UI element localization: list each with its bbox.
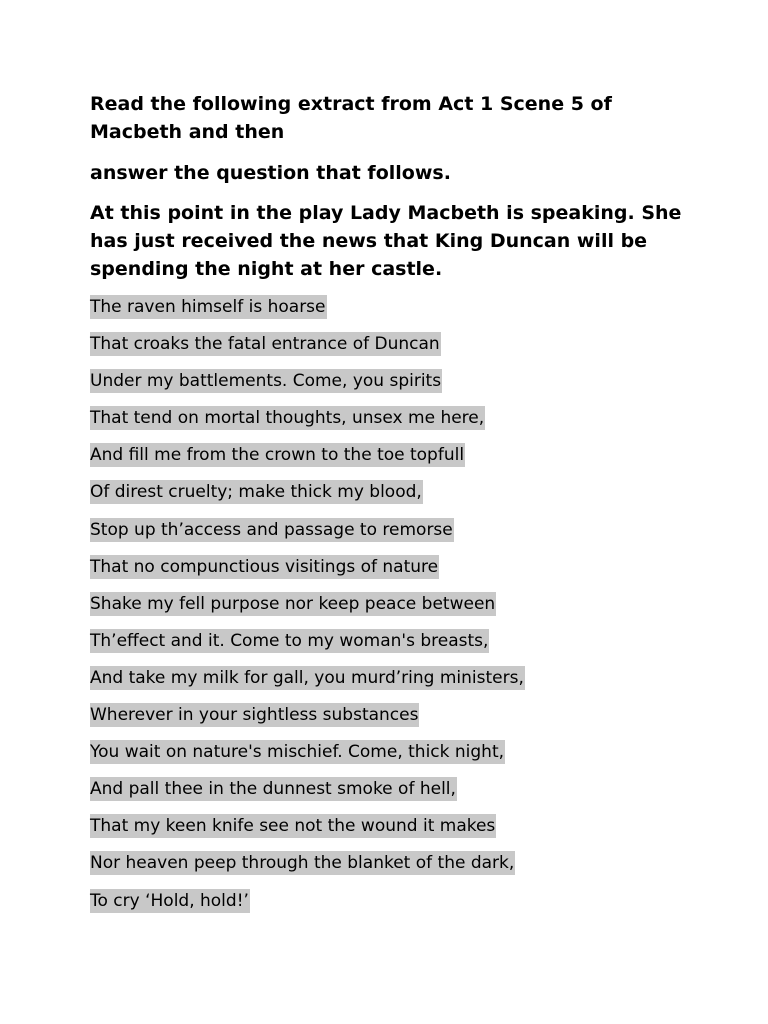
instruction-continuation: answer the question that follows. <box>90 162 451 184</box>
extract-line <box>90 555 525 592</box>
extract-line-text: And fill me from the crown to the toe topfull <box>90 445 465 466</box>
macbeth-extract <box>90 295 525 926</box>
extract-line <box>90 295 525 332</box>
extract-line-text: And take my milk for gall, you murd’ring ministers, <box>90 667 524 688</box>
extract-line <box>90 480 525 517</box>
extract-line-text: That my keen knife see not the wound it makes <box>90 816 496 837</box>
extract-line-text: You wait on nature's mischief. Come, thick night, <box>90 742 505 763</box>
extract-line-text: Under my battlements. Come, you spirits <box>90 371 442 392</box>
extract-line-text: Nor heaven peep through the blanket of the dark, <box>90 853 515 874</box>
extract-line-text: And pall thee in the dunnest smoke of hell, <box>90 779 456 800</box>
extract-line-text: That croaks the fatal entrance of Duncan <box>90 334 440 355</box>
extract-line <box>90 666 525 703</box>
extract-line-text: The raven himself is hoarse <box>90 297 326 317</box>
extract-line-text: Of direst cruelty; make thick my blood, <box>90 482 422 503</box>
extract-line-text: Stop up th’access and passage to remorse <box>90 519 453 540</box>
extract-line-text: That no compunctious visitings of nature <box>90 556 439 577</box>
extract-line <box>90 369 525 406</box>
extract-line <box>90 518 525 555</box>
extract-line <box>90 406 525 443</box>
extract-line <box>90 332 525 369</box>
extract-line <box>90 703 525 740</box>
extract-line-text: Th’effect and it. Come to my woman's breasts, <box>90 630 489 651</box>
extract-line <box>90 889 525 926</box>
extract-line-text: Shake my fell purpose nor keep peace between <box>90 593 496 614</box>
context-paragraph: At this point in the play Lady Macbeth is speaking. She has just received the news that King Duncan will be spending the night at her castle. <box>90 202 682 280</box>
extract-line-text: That tend on mortal thoughts, unsex me here, <box>90 408 485 429</box>
instruction-heading: Read the following extract from Act 1 Scene 5 of Macbeth and then <box>90 93 612 143</box>
extract-line <box>90 443 525 480</box>
extract-line <box>90 592 525 629</box>
extract-line-text: Wherever in your sightless substances <box>90 705 419 726</box>
extract-line-text: To cry ‘Hold, hold!’ <box>90 890 249 911</box>
extract-line <box>90 777 525 814</box>
extract-line <box>90 814 525 851</box>
extract-line <box>90 740 525 777</box>
extract-line <box>90 851 525 888</box>
extract-line <box>90 629 525 666</box>
